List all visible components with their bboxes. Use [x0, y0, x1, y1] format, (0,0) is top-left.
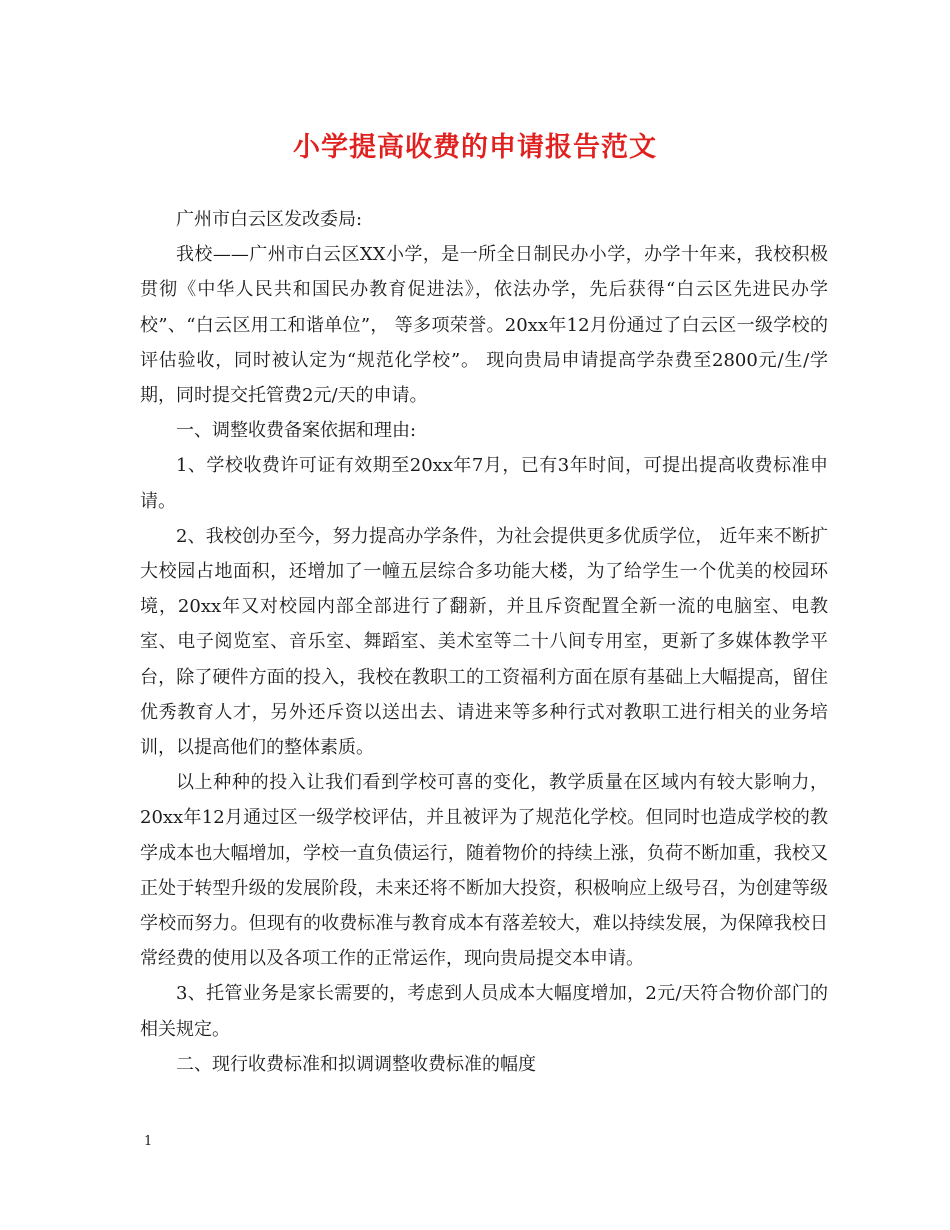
paragraph-item-1: 1、学校收费许可证有效期至20xx年7月，已有3年时间，可提出提高收费标准申请。 — [140, 455, 828, 512]
paragraph-item-2: 2、我校创办至今，努力提高办学条件，为社会提供更多优质学位， 近年来不断扩大校园占地面积，还增加了一幢五层综合多功能大楼，为了给学生一个优美的校园环境，20xx年又对校园内部全部进行了翻新，并且斥资配置全新一流的电脑室、电教室、电子阅览室、音乐室、舞蹈室、美术室等二十八间专用室，更新了多媒体教学平台，除了硬件方面的投入，我校在教职工的工资福利方面在原有基础上大幅提高，留住优秀教育人才，另外还斥资以送出去、请进来等多种行式对教职工进行相关的业务培训，以提高他们的整体素质。 — [140, 525, 828, 759]
paragraph-investment: 以上种种的投入让我们看到学校可喜的变化，教学质量在区域内有较大影响力，20xx年12月通过区一级学校评估，并且被评为了规范化学校。但同时也造成学校的教学成本也大幅增加，学校一直负债运行，随着物价的持续上涨，负荷不断加重，我校又正处于转型升级的发展阶段，未来还将不断加大投资，积极响应上级号召，为创建等级学校而努力。但现有的收费标准与教育成本有落差较大，难以持续发展，为保障我校日常经费的使用以及各项工作的正常运作，现向贵局提交本申请。 — [140, 772, 828, 970]
paragraph-item-3: 3、托管业务是家长需要的，考虑到人员成本大幅度增加，2元/天符合物价部门的相关规定。 — [140, 983, 828, 1040]
document-body — [140, 202, 828, 1082]
document-title: 小学提高收费的申请报告范文 — [293, 132, 657, 163]
section-heading-basis: 一、调整收费备案依据和理由: — [176, 420, 417, 442]
page-number: 1 — [144, 1134, 153, 1149]
paragraph-introduction: 我校——广州市白云区XX小学，是一所全日制民办小学，办学十年来，我校积极贯彻《中华人民共和国民办教育促进法》，依法办学，先后获得“白云区先进民办学校”、“白云区用工和谐单位”， 等多项荣誉。20xx年12月份通过了白云区一级学校的评估验收，同时被认定为“规范化学校”。 现向贵局申请提高学杂费至2800元/生/学期，同时提交托管费2元/天的申请。 — [140, 244, 828, 407]
salutation: 广州市白云区发改委局: — [176, 209, 363, 230]
section-heading-standards: 二、现行收费标准和拟调调整收费标准的幅度 — [176, 1053, 536, 1075]
